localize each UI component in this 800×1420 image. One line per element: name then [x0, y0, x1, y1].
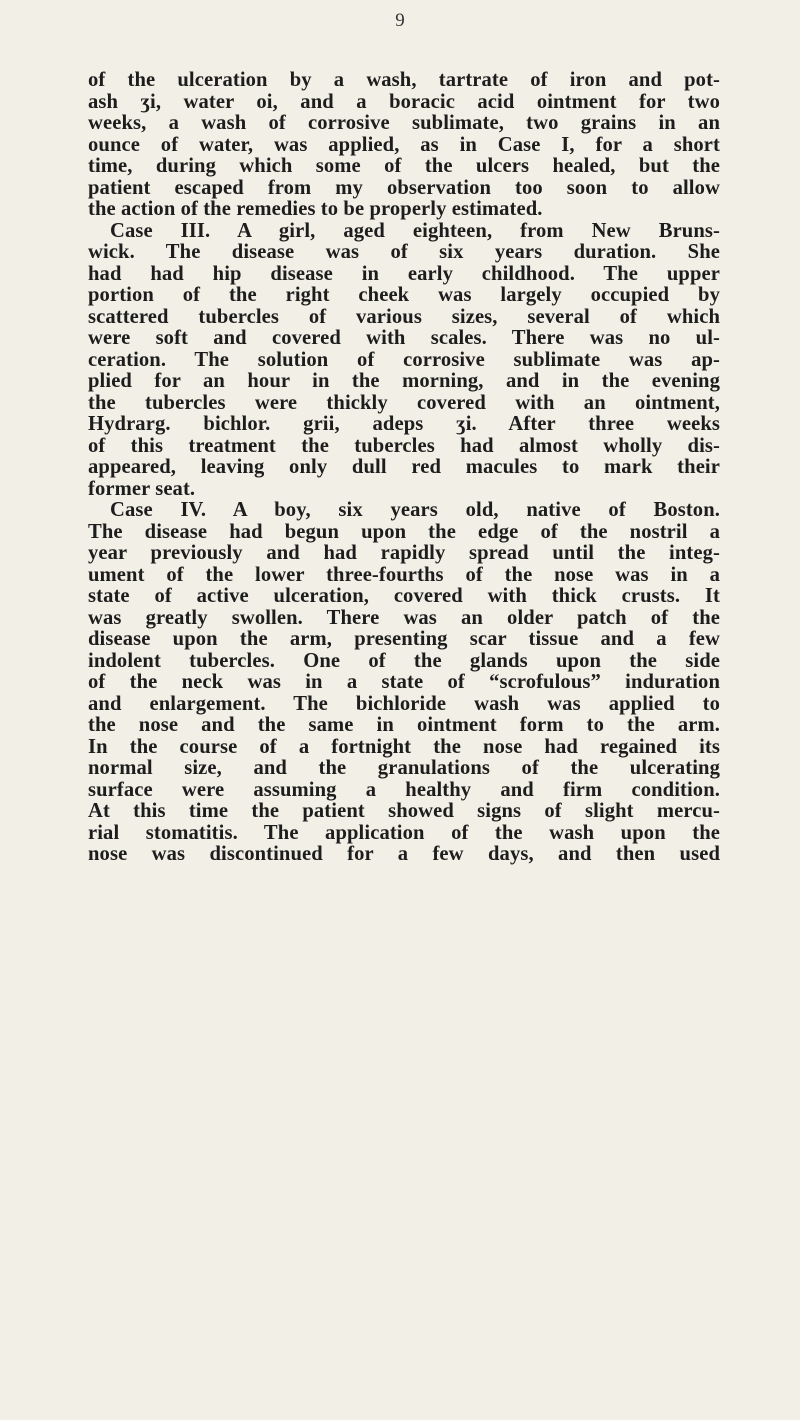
- text-line: At this time the patient showed signs of slight mercu-: [88, 800, 720, 822]
- text-line: normal size, and the granulations of the ulcerating: [88, 757, 720, 779]
- text-line: plied for an hour in the morning, and in the evening: [88, 370, 720, 392]
- text-line: ash ʒi, water oi, and a boracic acid ointment for two: [88, 90, 720, 113]
- text-line: Case III. A girl, aged eighteen, from New Bruns-: [110, 219, 720, 242]
- text-line: portion of the right cheek was largely occupied by: [88, 284, 720, 306]
- text-line: scattered tubercles of various sizes, several of which: [88, 305, 720, 328]
- text-line: The disease had begun upon the edge of the nostril a: [88, 520, 720, 543]
- text-line: of the ulceration by a wash, tartrate of iron and pot-: [88, 69, 720, 91]
- text-line: of the neck was in a state of “scrofulous” induration: [88, 671, 720, 693]
- text-line: and enlargement. The bichloride wash was applied to: [88, 692, 720, 715]
- text-line: former seat.: [88, 477, 196, 500]
- text-line: In the course of a fortnight the nose had regained its: [88, 735, 720, 758]
- text-line: nose was discontinued for a few days, and then used: [88, 843, 720, 865]
- text-line: state of active ulceration, covered with thick crusts. It: [88, 585, 720, 607]
- body-text: [88, 70, 720, 866]
- text-line: appeared, leaving only dull red macules to mark their: [88, 456, 720, 478]
- text-line: the tubercles were thickly covered with an ointment,: [88, 391, 720, 414]
- text-line: rial stomatitis. The application of the wash upon the: [88, 821, 720, 844]
- text-line: patient escaped from my observation too soon to allow: [88, 176, 720, 199]
- text-line: were soft and covered with scales. There was no ul-: [88, 327, 720, 349]
- text-line: wick. The disease was of six years duration. She: [88, 241, 720, 263]
- text-line: time, during which some of the ulcers healed, but the: [88, 155, 720, 177]
- text-line: the action of the remedies to be properly estimated.: [88, 198, 543, 220]
- text-line: Case IV. A boy, six years old, native of Boston.: [110, 499, 720, 521]
- text-line: surface were assuming a healthy and firm condition.: [88, 778, 720, 801]
- text-line: of this treatment the tubercles had almost wholly dis-: [88, 434, 720, 457]
- page-number: 9: [395, 10, 405, 31]
- text-line: the nose and the same in ointment form to the arm.: [88, 714, 720, 736]
- text-line: had had hip disease in early childhood. The upper: [88, 262, 720, 285]
- text-line: ceration. The solution of corrosive sublimate was ap-: [88, 348, 720, 371]
- text-line: was greatly swollen. There was an older patch of the: [88, 606, 720, 629]
- text-line: ument of the lower three-fourths of the nose was in a: [88, 563, 720, 586]
- text-line: ounce of water, was applied, as in Case I, for a short: [88, 133, 720, 156]
- text-line: year previously and had rapidly spread until the integ-: [88, 542, 720, 564]
- text-line: disease upon the arm, presenting scar tissue and a few: [88, 628, 720, 650]
- text-line: weeks, a wash of corrosive sublimate, two grains in an: [88, 112, 720, 134]
- text-line: indolent tubercles. One of the glands upon the side: [88, 649, 720, 672]
- text-line: Hydrarg. bichlor. grii, adeps ʒi. After three weeks: [88, 413, 720, 435]
